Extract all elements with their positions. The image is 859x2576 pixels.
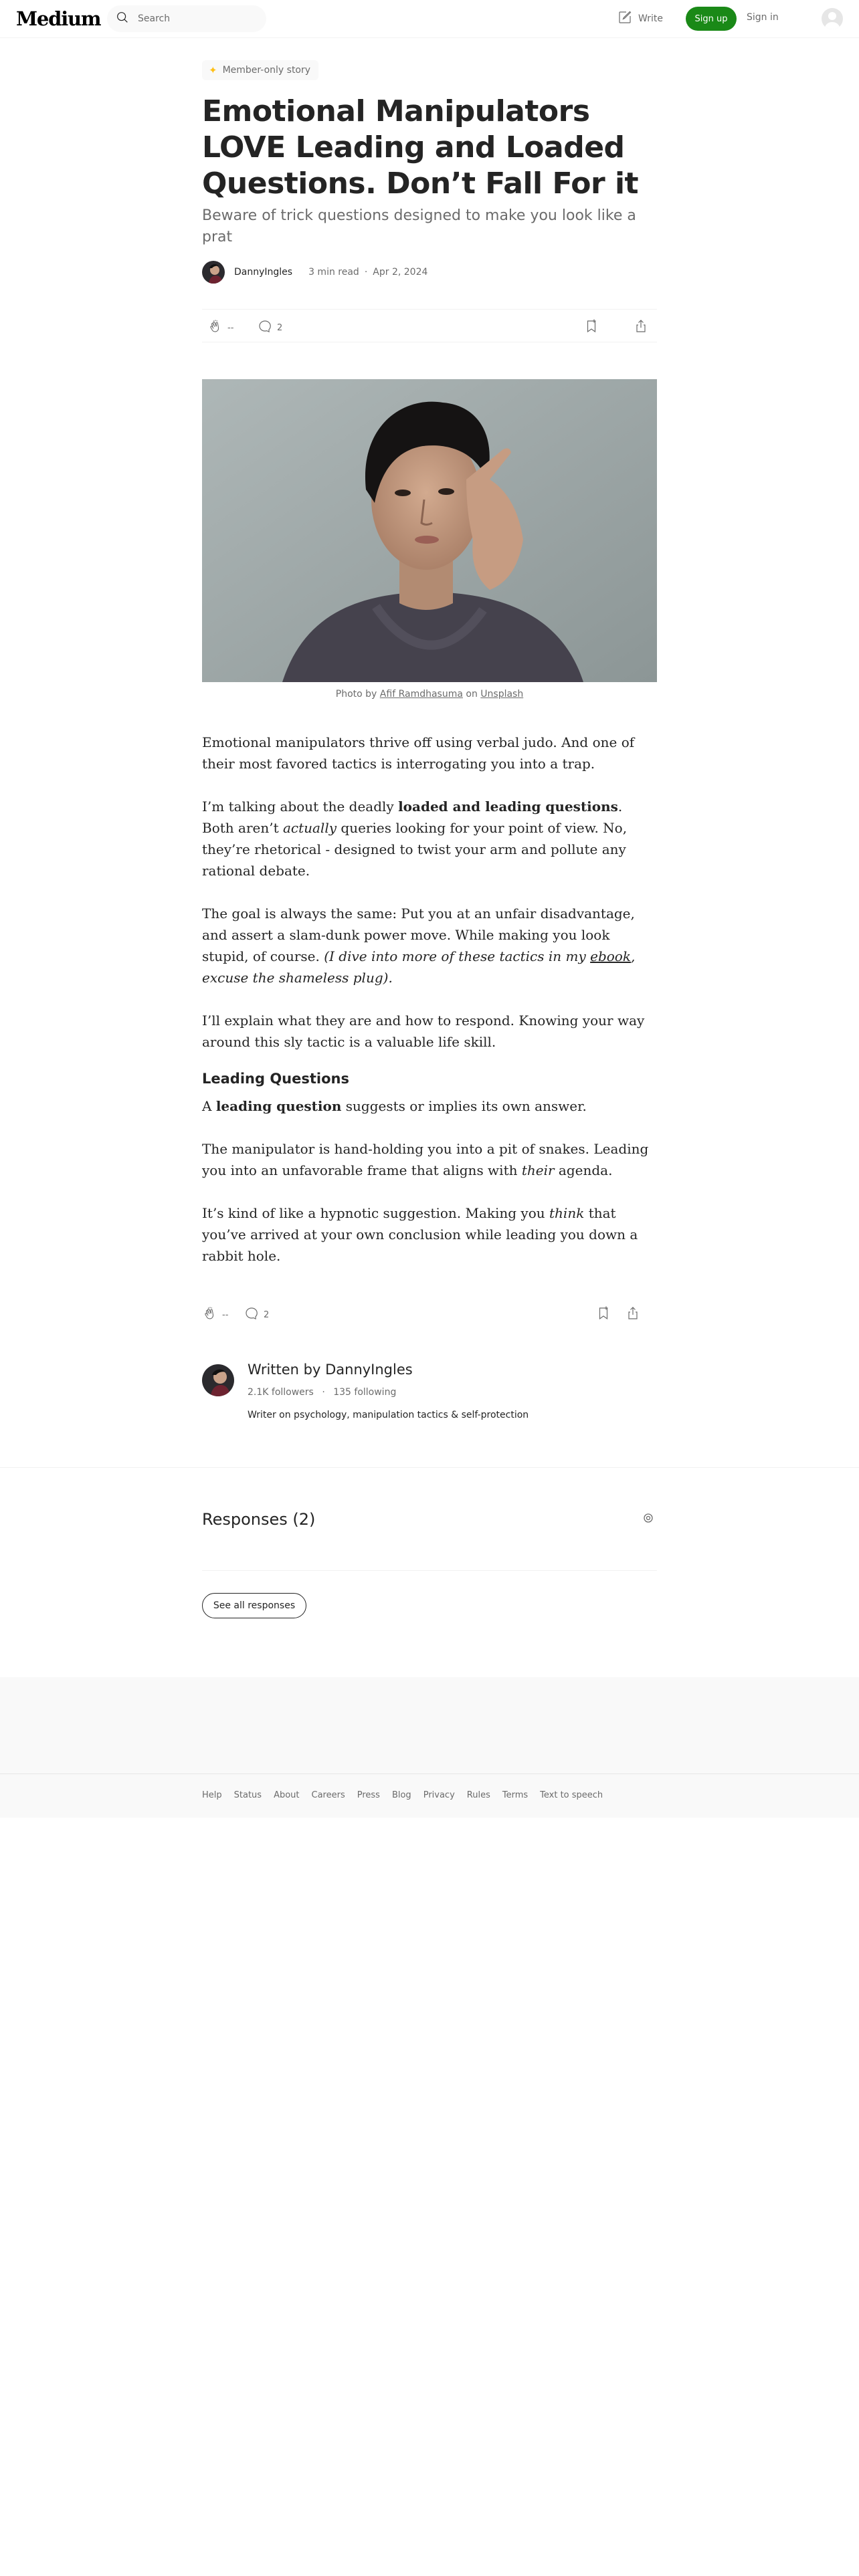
hero-image <box>202 379 657 682</box>
publish-date: Apr 2, 2024 <box>373 267 428 278</box>
footer-link-about[interactable]: About <box>274 1790 300 1800</box>
paragraph-3 <box>202 903 657 988</box>
footer-link-press[interactable]: Press <box>357 1790 380 1800</box>
write-button[interactable] <box>617 9 663 28</box>
footer-links <box>202 1790 615 1800</box>
paragraph-1: Emotional manipulators thrive off using verbal judo. And one of their most favored tactics is interrogating you into a trap. <box>202 734 635 772</box>
clap-button[interactable] <box>207 318 233 337</box>
see-all-responses-button[interactable]: See all responses <box>202 1593 306 1618</box>
member-only-badge <box>202 60 318 80</box>
search-icon <box>115 10 130 27</box>
article-subtitle: Beware of trick questions designed to make you look like a prat <box>202 207 636 245</box>
paragraph-7 <box>202 1202 657 1267</box>
author-card-avatar[interactable] <box>202 1364 234 1396</box>
written-by-heading[interactable]: Written by DannyIngles <box>248 1362 413 1378</box>
followers-count[interactable]: 2.1K followers <box>248 1387 314 1398</box>
bottom-comment-button[interactable] <box>244 1305 269 1324</box>
medium-logo[interactable]: Medium <box>16 7 101 30</box>
section-divider <box>0 1467 859 1468</box>
footer-link-careers[interactable]: Careers <box>311 1790 345 1800</box>
separator-dot: · <box>322 1387 325 1398</box>
p5-text-a: A <box>202 1098 216 1114</box>
user-placeholder-icon <box>822 8 843 29</box>
bottom-clap-button[interactable] <box>202 1305 228 1324</box>
share-icon <box>633 318 649 337</box>
section-heading-leading-questions: Leading Questions <box>202 1071 349 1087</box>
star-icon: ✦ <box>209 64 217 76</box>
photographer-link[interactable]: Afif Ramdhasuma <box>379 689 463 700</box>
comment-button[interactable] <box>257 318 282 337</box>
unsplash-link[interactable]: Unsplash <box>480 689 524 700</box>
p5-text-c: suggests or implies its own answer. <box>341 1098 587 1114</box>
comment-count: 2 <box>277 322 283 333</box>
clap-icon <box>202 1305 218 1324</box>
responses-heading: Responses (2) <box>202 1510 316 1529</box>
separator-dot: · <box>364 267 368 278</box>
p2-text-e: queries looking for your point of view. No, they’re rhetorical - designed to twist your arm and pollute any rational debate. <box>202 820 628 879</box>
bottom-action-bar <box>202 1299 657 1328</box>
p6-text-c: agenda. <box>554 1162 613 1178</box>
footer-link-status[interactable]: Status <box>233 1790 262 1800</box>
footer-link-text-to-speech[interactable]: Text to speech <box>540 1790 603 1800</box>
p2-text-c: . Both aren’t <box>202 798 623 836</box>
paragraph-5 <box>202 1095 657 1117</box>
bottom-comment-count: 2 <box>264 1309 270 1320</box>
p2-bold: loaded and leading questions <box>398 798 618 815</box>
member-badge-label: Member-only story <box>222 65 311 76</box>
author-bio: Writer on psychology, manipulation tactics & self-protection <box>248 1410 529 1420</box>
article-title: Emotional Manipulators LOVE Leading and Loaded Questions. Don’t Fall For it <box>202 94 639 201</box>
p7-text-c: that you’ve arrived at your own conclusion while leading you down a rabbit hole. <box>202 1205 638 1264</box>
comment-icon <box>244 1305 260 1324</box>
read-time: 3 min read <box>308 267 359 278</box>
p3-text-a: The goal is always the same: Put you at an unfair disadvantage, and assert a slam-dunk power move. While making you look stupid, of course. <box>202 905 635 964</box>
p7-text-a: It’s kind of like a hypnotic suggestion. Making you <box>202 1205 550 1221</box>
write-label: Write <box>638 13 663 24</box>
bookmark-button[interactable] <box>583 318 599 337</box>
footer-link-blog[interactable]: Blog <box>391 1790 411 1800</box>
top-navbar <box>0 0 859 38</box>
bookmark-icon <box>583 318 599 337</box>
bottom-clap-count: -- <box>222 1309 229 1320</box>
sign-in-link[interactable]: Sign in <box>747 12 779 23</box>
sign-up-button[interactable]: Sign up <box>686 7 737 31</box>
p3-italic-d: , excuse the shameless plug). <box>202 948 636 986</box>
p2-italic: actually <box>282 820 337 836</box>
author-stats <box>248 1387 396 1398</box>
footer-link-rules[interactable]: Rules <box>466 1790 490 1800</box>
article-action-bar <box>202 309 657 342</box>
p3-italic-b: (I dive into more of these tactics in my <box>324 948 591 964</box>
ebook-link[interactable]: ebook <box>590 948 631 964</box>
search-box[interactable] <box>107 5 266 32</box>
share-button[interactable] <box>633 318 649 337</box>
footer-link-help[interactable]: Help <box>202 1790 222 1800</box>
bookmark-icon <box>595 1305 611 1324</box>
p5-bold: leading question <box>215 1098 342 1114</box>
following-count[interactable]: 135 following <box>333 1387 397 1398</box>
comment-icon <box>257 318 273 337</box>
clap-icon <box>207 318 223 337</box>
p7-italic: think <box>549 1205 585 1221</box>
p6-text-a: The manipulator is hand-holding you into a pit of snakes. Leading you into an unfavorable frame that aligns with <box>202 1141 649 1178</box>
caption-middle: on <box>462 689 481 700</box>
paragraph-4: I’ll explain what they are and how to respond. Knowing your way around this sly tactic is a valuable life skill. <box>202 1012 645 1050</box>
caption-prefix: Photo by <box>335 689 380 700</box>
byline <box>202 261 427 284</box>
share-icon <box>625 1305 641 1324</box>
responses-divider <box>202 1570 657 1571</box>
footer-link-terms[interactable]: Terms <box>502 1790 529 1800</box>
shield-icon[interactable] <box>642 1511 655 1525</box>
bottom-bookmark-button[interactable] <box>595 1305 611 1324</box>
author-name[interactable]: DannyIngles <box>234 267 293 278</box>
user-avatar[interactable] <box>822 8 843 29</box>
search-input[interactable] <box>138 13 252 24</box>
write-icon <box>617 9 638 28</box>
footer-link-privacy[interactable]: Privacy <box>423 1790 455 1800</box>
paragraph-2 <box>202 796 657 881</box>
paragraph-6 <box>202 1138 657 1181</box>
p6-italic: their <box>521 1162 555 1178</box>
bottom-share-button[interactable] <box>625 1305 641 1324</box>
clap-count: -- <box>227 322 234 333</box>
p2-text-a: I’m talking about the deadly <box>202 798 399 815</box>
author-avatar[interactable] <box>202 261 225 284</box>
image-caption <box>202 689 657 700</box>
